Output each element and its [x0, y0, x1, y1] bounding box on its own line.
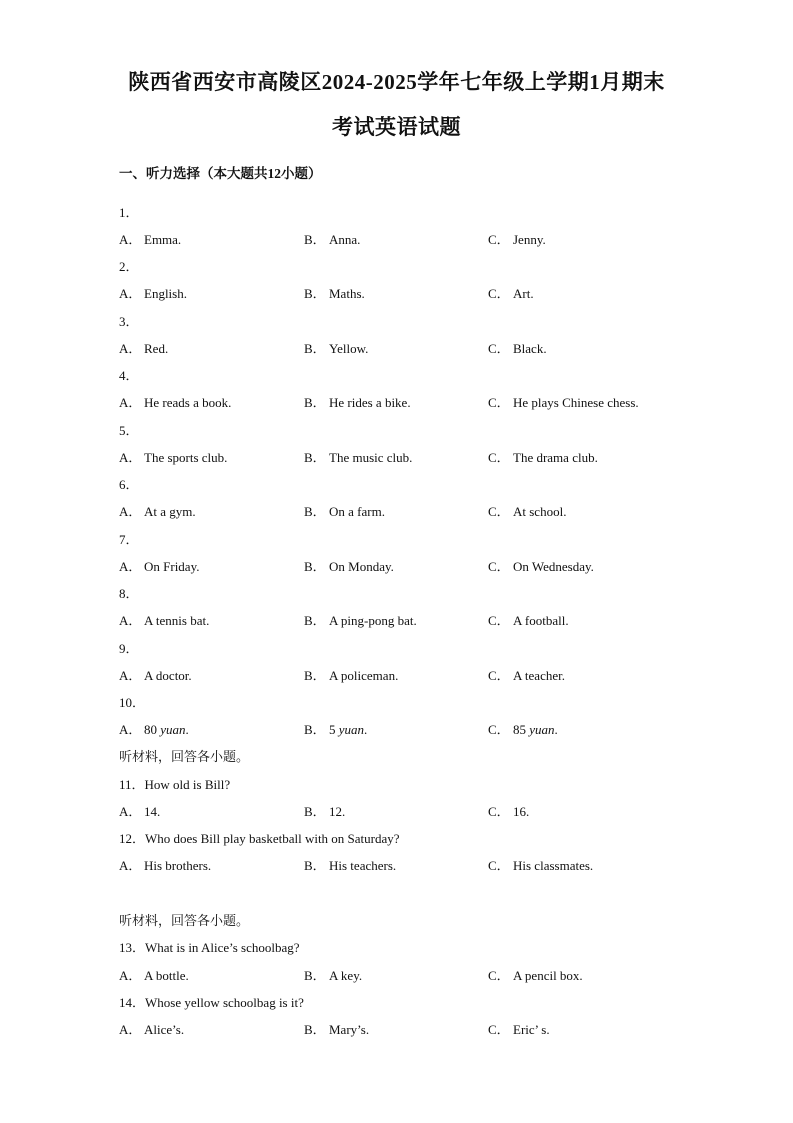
option-a: A． English. — [119, 286, 187, 301]
option-b: B． His teachers. — [304, 858, 397, 873]
question-row — [0, 993, 793, 1013]
option-b: B． Maths. — [304, 286, 365, 301]
question-number-label: 6． — [119, 477, 139, 492]
question-text: 13．What is in Alice’s schoolbag? — [119, 940, 300, 955]
question-number — [0, 312, 793, 332]
option-c: C． His classmates. — [488, 858, 594, 873]
question-number — [0, 639, 793, 659]
options-row — [0, 1020, 793, 1040]
question-text: 14．Whose yellow schoolbag is it? — [119, 995, 304, 1010]
option-a: A． The sports club. — [119, 450, 228, 465]
options-row — [0, 284, 793, 304]
option-a: A． Alice’s. — [119, 1022, 185, 1037]
option-c: C． On Wednesday. — [488, 559, 594, 574]
question-number-label: 3． — [119, 314, 139, 329]
listening-prompt — [0, 747, 793, 767]
option-a: A． 14. — [119, 804, 161, 819]
listening-prompt-text: 听材料，回答各小题。 — [119, 913, 250, 928]
option-a: A． Red. — [119, 341, 169, 356]
option-b: B． 12. — [304, 804, 346, 819]
option-b: B． On a farm. — [304, 504, 385, 519]
listening-prompt — [0, 911, 793, 931]
exam-title-line1: 陕西省西安市高陵区2024-2025学年七年级上学期1月期末 — [128, 70, 665, 94]
options-row — [0, 720, 793, 740]
question-number-label: 5． — [119, 423, 139, 438]
question-number-label: 2． — [119, 259, 139, 274]
option-b: B． Anna. — [304, 232, 361, 247]
option-c: C． Art. — [488, 286, 534, 301]
question-number-label: 8． — [119, 586, 139, 601]
option-a: A． A tennis bat. — [119, 613, 210, 628]
option-c: C． A football. — [488, 613, 569, 628]
option-a: A． A doctor. — [119, 668, 192, 683]
option-c: C． The drama club. — [488, 450, 598, 465]
options-row — [0, 966, 793, 986]
option-c: C． He plays Chinese chess. — [488, 395, 639, 410]
option-b: B． The music club. — [304, 450, 413, 465]
section-heading-listening: 一、听力选择（本大题共12小题） — [119, 166, 322, 181]
listening-prompt-text: 听材料，回答各小题。 — [119, 749, 250, 764]
option-a: A． He reads a book. — [119, 395, 232, 410]
option-a: A． At a gym. — [119, 504, 196, 519]
options-row — [0, 393, 793, 413]
question-number — [0, 421, 793, 441]
option-c: C． 85 yuan. — [488, 722, 558, 737]
options-row — [0, 802, 793, 822]
option-b: B． On Monday. — [304, 559, 394, 574]
exam-title-line2: 考试英语试题 — [332, 115, 461, 139]
option-b: B． A ping-pong bat. — [304, 613, 417, 628]
options-row — [0, 230, 793, 250]
option-c: C． Jenny. — [488, 232, 546, 247]
option-c: C． 16. — [488, 804, 530, 819]
option-b: B． A policeman. — [304, 668, 399, 683]
question-number-label: 9． — [119, 641, 139, 656]
question-number — [0, 475, 793, 495]
option-b: B． A key. — [304, 968, 363, 983]
question-row — [0, 775, 793, 795]
options-row — [0, 339, 793, 359]
option-c: C． A pencil box. — [488, 968, 583, 983]
option-c: C． At school. — [488, 504, 567, 519]
option-b: B． He rides a bike. — [304, 395, 411, 410]
question-row — [0, 829, 793, 849]
question-number-label: 10． — [119, 695, 146, 710]
question-number — [0, 203, 793, 223]
question-number-label: 1． — [119, 205, 139, 220]
question-number-label: 7． — [119, 532, 139, 547]
option-c: C． Eric’ s. — [488, 1022, 550, 1037]
option-a: A． On Friday. — [119, 559, 200, 574]
option-b: B． Yellow. — [304, 341, 369, 356]
option-c: C． A teacher. — [488, 668, 565, 683]
option-a: A． 80 yuan. — [119, 722, 189, 737]
question-number-label: 4． — [119, 368, 139, 383]
option-a: A． Emma. — [119, 232, 182, 247]
option-b: B． 5 yuan. — [304, 722, 368, 737]
question-number — [0, 257, 793, 277]
options-row — [0, 502, 793, 522]
options-row — [0, 856, 793, 876]
question-number — [0, 366, 793, 386]
option-a: A． His brothers. — [119, 858, 212, 873]
question-number — [0, 693, 793, 713]
options-row — [0, 611, 793, 631]
option-b: B． Mary’s. — [304, 1022, 370, 1037]
question-number — [0, 530, 793, 550]
options-row — [0, 557, 793, 577]
options-row — [0, 448, 793, 468]
question-text: 11．How old is Bill? — [119, 777, 231, 792]
question-number — [0, 584, 793, 604]
options-row — [0, 666, 793, 686]
question-row — [0, 938, 793, 958]
option-a: A． A bottle. — [119, 968, 189, 983]
question-text: 12．Who does Bill play basketball with on Saturday? — [119, 831, 400, 846]
option-c: C． Black. — [488, 341, 547, 356]
